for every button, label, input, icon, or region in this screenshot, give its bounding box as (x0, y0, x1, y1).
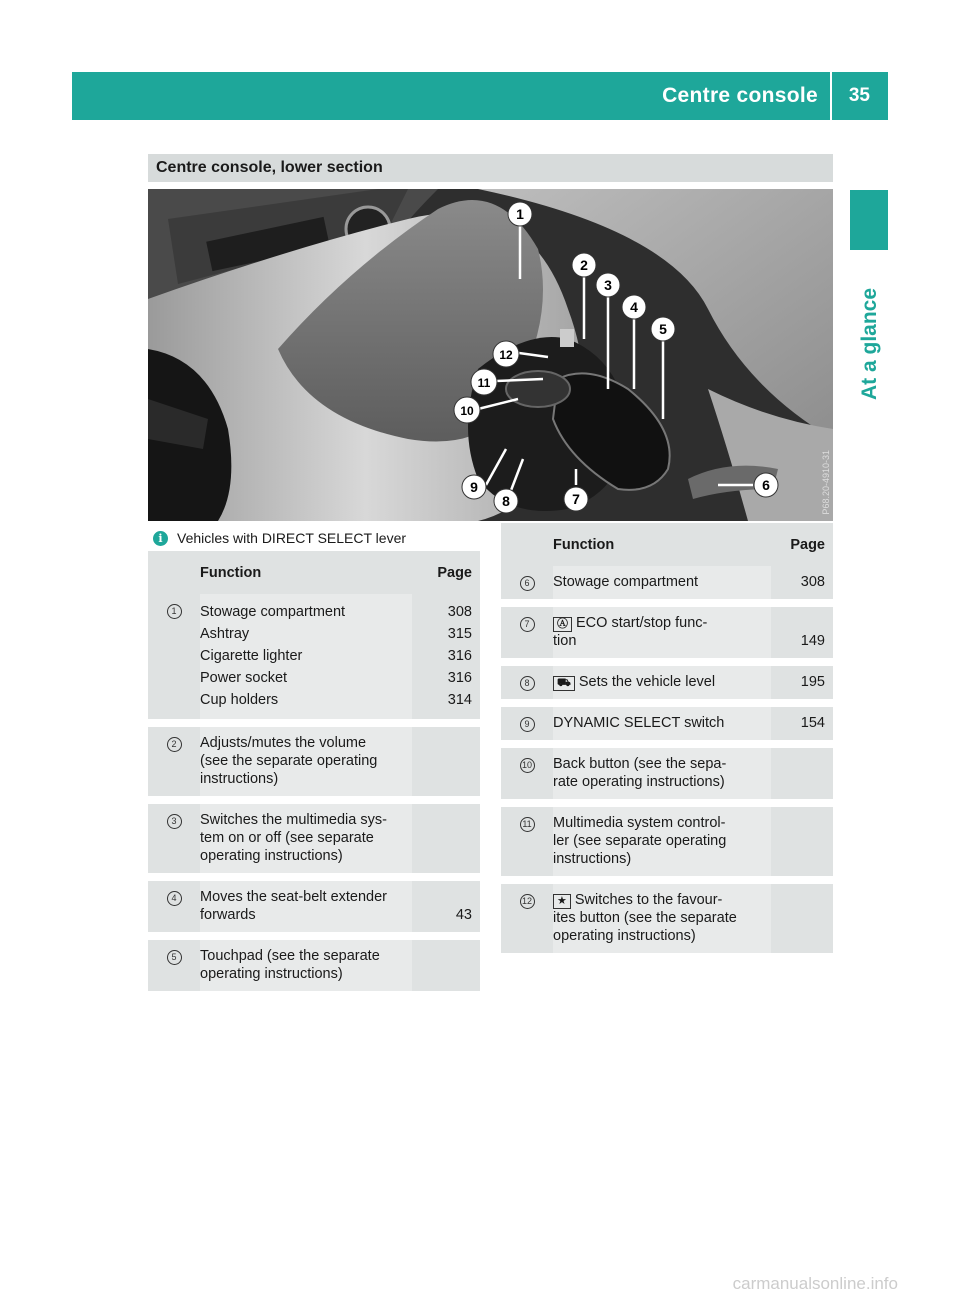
page-ref: 316 (447, 670, 472, 686)
callout-1 (508, 202, 532, 226)
info-icon: i (153, 531, 168, 546)
page-ref: 308 (447, 604, 472, 620)
function-text: operating instructions) (553, 928, 696, 944)
item-number: 7 (501, 607, 553, 658)
function-text: Adjusts/mutes the volume (200, 735, 367, 751)
page-cell (771, 807, 833, 876)
function-cell (553, 748, 771, 799)
page-ref (412, 888, 472, 906)
function-text: forwards (200, 907, 256, 923)
button-symbol-icon: Ⓐ (553, 617, 572, 632)
function-cell (200, 881, 412, 932)
callout-11 (471, 369, 497, 395)
page-cell (412, 881, 480, 932)
svg-text:5: 5 (659, 321, 667, 337)
callout-9 (462, 475, 486, 499)
page-ref: 316 (447, 648, 472, 664)
page-cell (412, 727, 480, 796)
page-ref (771, 614, 825, 632)
function-text: Back button (see the sepa- (553, 756, 727, 772)
right-num-header (501, 523, 553, 566)
function-text: instructions) (200, 771, 279, 787)
function-cell (553, 566, 771, 599)
function-cell (553, 707, 771, 740)
callout-2 (572, 253, 596, 277)
function-text: operating instructions) (200, 848, 343, 864)
button-symbol-icon: ★ (553, 894, 571, 909)
console-photo (148, 189, 833, 521)
item-number: 5 (148, 940, 200, 991)
item-number: 4 (148, 881, 200, 932)
photo-code: P68.20-4910-31 (821, 450, 831, 515)
function-text: Stowage compartment (200, 604, 346, 620)
page-cell (771, 666, 833, 699)
svg-text:2: 2 (580, 257, 588, 273)
page-ref: 154 (800, 715, 825, 731)
page-cell (412, 940, 480, 991)
function-text: Stowage compartment (553, 574, 699, 590)
right-function-header: Function (553, 523, 771, 566)
item-number: 11 (501, 807, 553, 876)
svg-text:3: 3 (604, 277, 612, 293)
item-number: 12 (501, 884, 553, 953)
page-ref: 195 (800, 674, 825, 690)
item-number: 6 (501, 566, 553, 599)
function-cell (553, 807, 771, 876)
svg-text:1: 1 (516, 206, 524, 222)
header-title: Centre console (662, 84, 818, 107)
right-function-table (501, 523, 833, 953)
function-text: ⛟ Sets the vehicle level (553, 673, 771, 691)
table-row (501, 607, 833, 658)
item-number: 3 (148, 804, 200, 873)
callout-12 (493, 341, 519, 367)
item-number: 1 (148, 594, 200, 719)
table-row (501, 566, 833, 599)
callout-3 (596, 273, 620, 297)
svg-text:9: 9 (470, 479, 478, 495)
item-number: 8 (501, 666, 553, 699)
item-number: 9 (501, 707, 553, 740)
function-text: Cup holders (200, 692, 279, 708)
table-row (501, 666, 833, 699)
function-cell (200, 804, 412, 873)
svg-text:6: 6 (762, 477, 770, 493)
page-cell (771, 607, 833, 658)
svg-text:7: 7 (572, 491, 580, 507)
function-text: rate operating instructions) (553, 774, 725, 790)
callout-7 (564, 487, 588, 511)
section-title: Centre console, lower section (148, 154, 833, 182)
page-cell (771, 566, 833, 599)
callout-6 (754, 473, 778, 497)
function-cell (553, 607, 771, 658)
function-cell (200, 594, 412, 719)
function-text: Touchpad (see the separate (200, 948, 380, 964)
left-function-header: Function (200, 551, 412, 594)
svg-text:4: 4 (630, 299, 638, 315)
page-ref: 43 (455, 907, 472, 923)
table-row (148, 594, 480, 719)
item-number: 10 (501, 748, 553, 799)
function-text: Switches the multimedia sys- (200, 812, 387, 828)
page-ref: 308 (800, 574, 825, 590)
left-page-header: Page (412, 551, 480, 594)
svg-text:11: 11 (477, 376, 491, 390)
console-illustration (148, 189, 833, 521)
page-cell (771, 884, 833, 953)
function-text: Ashtray (200, 626, 250, 642)
function-text: DYNAMIC SELECT switch (553, 715, 725, 731)
header-separator (830, 72, 832, 120)
table-row (501, 807, 833, 876)
watermark: carmanualsonline.info (732, 1274, 898, 1293)
svg-text:12: 12 (499, 348, 513, 362)
table-row (501, 884, 833, 953)
callout-5 (651, 317, 675, 341)
function-cell (553, 666, 771, 699)
button-symbol-icon: ⛟ (553, 676, 575, 691)
page-cell (412, 804, 480, 873)
item-number: 2 (148, 727, 200, 796)
info-note (153, 530, 406, 546)
right-page-header: Page (771, 523, 833, 566)
callout-4 (622, 295, 646, 319)
table-row (501, 748, 833, 799)
note-text: Vehicles with DIRECT SELECT lever (177, 530, 407, 546)
function-text: ler (see separate operating (553, 833, 727, 849)
table-row (148, 881, 480, 932)
function-text: Multimedia system control- (553, 815, 726, 831)
function-cell (200, 940, 412, 991)
function-text: instructions) (553, 851, 632, 867)
page-cell (771, 748, 833, 799)
function-text: Power socket (200, 670, 288, 686)
svg-text:8: 8 (502, 493, 510, 509)
function-text: Cigarette lighter (200, 648, 303, 664)
function-text: operating instructions) (200, 966, 343, 982)
function-text: ★ Switches to the favour- (553, 891, 771, 909)
table-row (148, 804, 480, 873)
page-ref: 315 (447, 626, 472, 642)
table-row (148, 940, 480, 991)
table-row (148, 727, 480, 796)
function-text: (see the separate operating (200, 753, 378, 769)
right-table-body (501, 566, 833, 953)
function-text: Moves the seat-belt extender (200, 889, 387, 905)
page-cell (771, 707, 833, 740)
left-table-body (148, 594, 480, 991)
function-cell (200, 727, 412, 796)
left-num-header (148, 551, 200, 594)
function-text: Ⓐ ECO start/stop func- (553, 614, 771, 632)
header-bar (72, 72, 888, 120)
function-text: tem on or off (see separate (200, 830, 374, 846)
page-number: 35 (848, 85, 870, 106)
svg-text:10: 10 (460, 404, 474, 418)
page-ref: 314 (447, 692, 472, 708)
function-text: tion (553, 633, 577, 649)
function-text: ites button (see the separate (553, 910, 737, 926)
table-row (501, 707, 833, 740)
function-cell (553, 884, 771, 953)
page-cell (412, 594, 480, 719)
callout-8 (494, 489, 518, 513)
callout-10 (454, 397, 480, 423)
page-ref: 149 (800, 633, 825, 649)
side-tab (850, 190, 888, 250)
left-function-table (148, 551, 480, 991)
